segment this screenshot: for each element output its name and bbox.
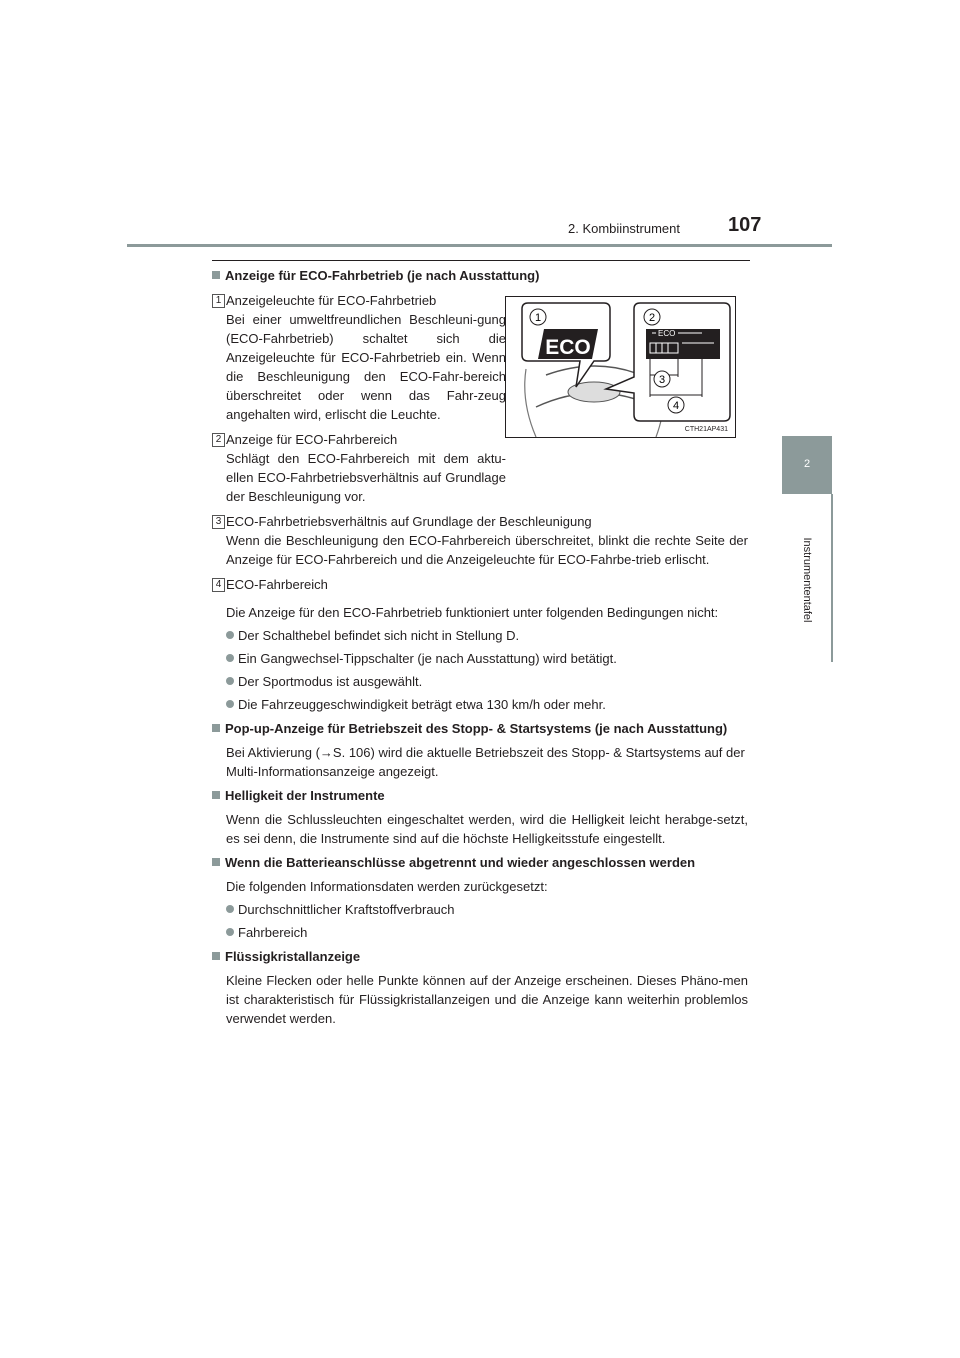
item-title: ECO-Fahrbereich	[226, 577, 328, 592]
section-battery-text: Die folgenden Informationsdaten werden zurückgesetzt:	[226, 879, 548, 894]
chapter-label: Instrumententafel	[801, 537, 813, 623]
item-3	[212, 512, 748, 569]
section-rule	[212, 260, 750, 261]
number-badge: 2	[212, 433, 225, 447]
bullet-dot-icon	[226, 905, 234, 913]
chapter-tab-line	[831, 494, 833, 662]
conditions-intro: Die Anzeige für den ECO-Fahrbetrieb funktioniert unter folgenden Bedingungen nicht:	[226, 605, 719, 620]
item-4	[212, 575, 748, 594]
bullet-dot-icon	[226, 654, 234, 662]
svg-text:1: 1	[534, 312, 542, 324]
page-number: 107	[728, 214, 762, 236]
section-popup-heading: Pop-up-Anzeige für Betriebszeit des Stopp- & Startsystems (je nach Ausstattung)	[212, 719, 748, 738]
section-battery-heading: Wenn die Batterieanschlüsse abgetrennt und wieder angeschlossen werden	[212, 853, 748, 872]
list-item: Ein Gangwechsel-Tippschalter (je nach Ausstattung) wird betätigt.	[212, 649, 748, 668]
number-badge: 4	[212, 578, 225, 592]
eco-large-label: ECO	[545, 336, 591, 359]
item-title: Anzeigeleuchte für ECO-Fahrbetrieb	[226, 293, 437, 308]
square-bullet-icon	[212, 724, 220, 732]
header-section-title: 2. Kombiinstrument	[568, 221, 680, 236]
square-bullet-icon	[212, 952, 220, 960]
section-lcd-heading: Flüssigkristallanzeige	[212, 947, 748, 966]
bullet-dot-icon	[226, 631, 234, 639]
section-brightness-heading: Helligkeit der Instrumente	[212, 786, 748, 805]
header-rule	[127, 244, 832, 247]
item-text: Schlägt den ECO-Fahrbereich mit dem aktu-ellen ECO-Fahrbetriebsverhältnis auf Grundlage der Beschleunigung vor.	[226, 451, 506, 504]
chapter-label-wrap	[798, 520, 816, 640]
square-bullet-icon	[212, 271, 220, 279]
chapter-number: 2	[803, 458, 811, 470]
svg-text:2: 2	[648, 312, 656, 324]
section-eco-heading: Anzeige für ECO-Fahrbetrieb (je nach Ausstattung)	[212, 266, 748, 285]
list-item: Der Sportmodus ist ausgewählt.	[212, 672, 748, 691]
bullet-dot-icon	[226, 677, 234, 685]
page-content	[212, 266, 748, 1028]
svg-text:3: 3	[658, 374, 666, 386]
bullet-dot-icon	[226, 928, 234, 936]
square-bullet-icon	[212, 858, 220, 866]
item-title: ECO-Fahrbetriebsverhältnis auf Grundlage der Beschleunigung	[226, 514, 592, 529]
item-1	[212, 291, 506, 424]
item-2	[212, 430, 506, 506]
item-title: Anzeige für ECO-Fahrbereich	[226, 432, 398, 447]
section-lcd-text: Kleine Flecken oder helle Punkte können auf der Anzeige erscheinen. Dieses Phäno-men ist charakteristisch für Flüssigkristallanzeigen und die Anzeige kann weiterhin problemlos verwendet werden.	[226, 973, 748, 1026]
list-item: Fahrbereich	[212, 923, 748, 942]
item-text: Bei einer umweltfreundlichen Beschleuni-gung (ECO-Fahrbetrieb) schaltet sich die Anzeigeleuchte für ECO-Fahrbetrieb ein. Wenn die Beschleunigung den ECO-Fahr-bereich überschreitet oder wenn das Fahr-zeug angehalten wird, erlischt die Leuchte.	[226, 312, 506, 422]
section-popup-text: Bei Aktivierung (→S. 106) wird die aktuelle Betriebszeit des Stopp- & Startsystems auf der Multi-Informationsanzeige angezeigt.	[226, 745, 745, 779]
bullet-dot-icon	[226, 700, 234, 708]
item-text: Wenn die Beschleunigung den ECO-Fahrbereich überschreitet, blinkt die rechte Seite der Anzeige für ECO-Fahrbereich und die Anzeigeleuchte für ECO-Fahrbe-trieb erlischt.	[226, 533, 748, 567]
list-item: Der Schalthebel befindet sich nicht in Stellung D.	[212, 626, 748, 645]
section-brightness-text: Wenn die Schlussleuchten eingeschaltet werden, wird die Helligkeit leicht herabge-setzt, es sei denn, die Instrumente sind auf die höchste Helligkeitsstufe eingestellt.	[226, 812, 748, 846]
list-item: Durchschnittlicher Kraftstoffverbrauch	[212, 900, 748, 919]
svg-text:4: 4	[672, 400, 680, 412]
figure-code: CTH21AP431	[684, 426, 728, 433]
number-badge: 3	[212, 515, 225, 529]
square-bullet-icon	[212, 791, 220, 799]
list-item: Die Fahrzeuggeschwindigkeit beträgt etwa 130 km/h oder mehr.	[212, 695, 748, 714]
chapter-tab	[782, 436, 832, 494]
number-badge: 1	[212, 294, 225, 308]
eco-small-label: ECO	[658, 329, 676, 338]
